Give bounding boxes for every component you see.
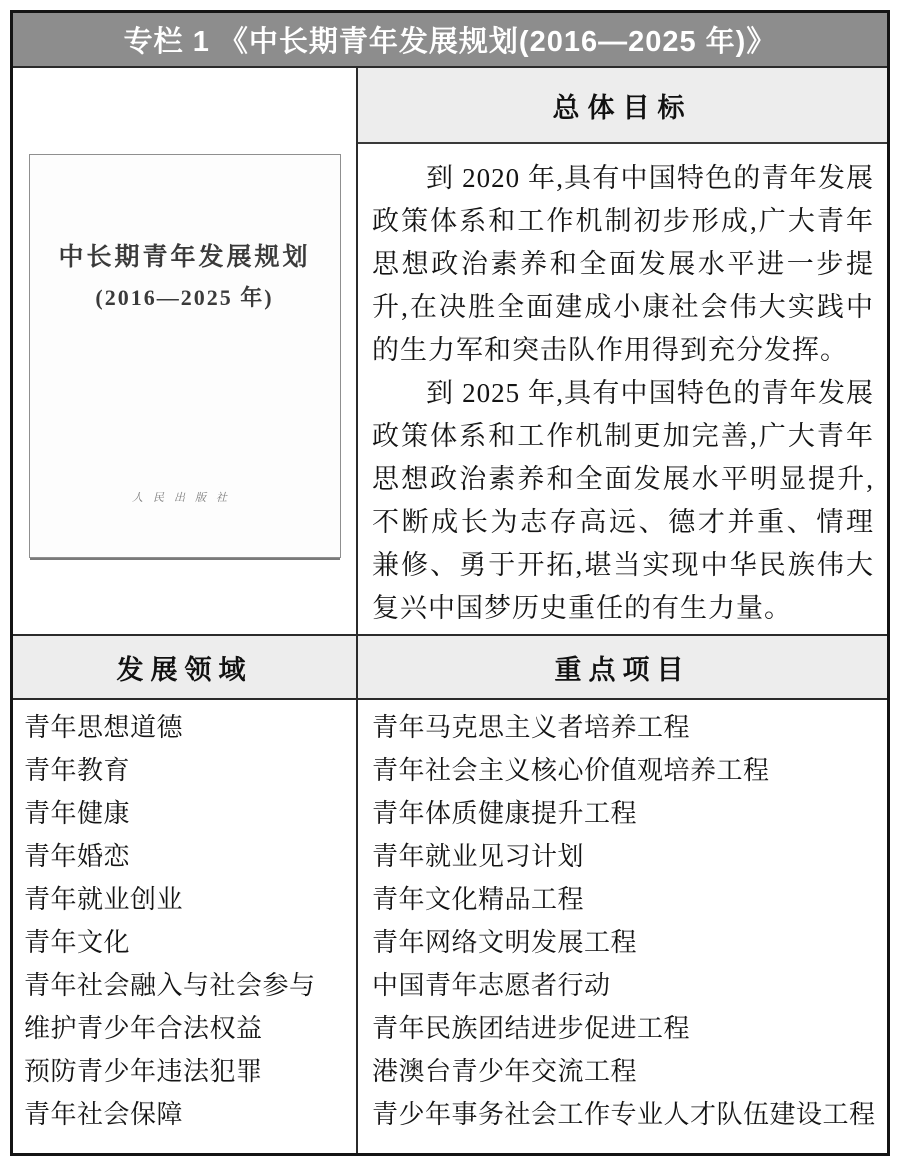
development-areas-header: 发展领域	[116, 654, 253, 685]
key-project-item: 青年民族团结进步促进工程	[372, 1014, 691, 1043]
overall-goals-body	[358, 144, 887, 630]
book-cover-title-line2: (2016—2025 年)	[95, 285, 274, 310]
top-section	[13, 68, 887, 636]
development-area-item: 青年思想道德	[24, 713, 184, 742]
key-project-item: 青年就业见习计划	[372, 842, 585, 871]
book-cover-image	[29, 154, 341, 558]
table-header-row	[13, 636, 887, 700]
development-area-item: 维护青少年合法权益	[24, 1014, 263, 1043]
development-area-item: 青年文化	[24, 928, 131, 957]
development-area-item: 青年健康	[24, 799, 131, 828]
key-project-item: 青年网络文明发展工程	[372, 928, 638, 957]
key-projects-list	[358, 700, 887, 1153]
key-project-item: 港澳台青少年交流工程	[372, 1057, 638, 1086]
key-project-item: 青年马克思主义者培养工程	[372, 713, 691, 742]
column-title-bar	[13, 13, 887, 68]
overall-goals-heading: 总体目标	[358, 68, 887, 144]
column-title: 专栏 1 《中长期青年发展规划(2016—2025 年)》	[123, 26, 777, 58]
development-area-item: 青年社会融入与社会参与	[24, 971, 316, 1000]
development-area-item: 青年婚恋	[24, 842, 131, 871]
development-area-item: 青年教育	[24, 756, 131, 785]
key-project-item: 青少年事务社会工作专业人才队伍建设工程	[372, 1100, 876, 1129]
key-projects-header: 重点项目	[554, 654, 691, 685]
book-cover-publisher: 人民出版社	[132, 492, 237, 504]
column-box-frame	[10, 10, 890, 1156]
goal-paragraph-2025: 到 2025 年,具有中国特色的青年发展政策体系和工作机制更加完善,广大青年思想政治素养和全面发展水平明显提升,不断成长为志存高远、德才并重、情理兼修、勇于开拓,堪当实现中华民族伟大复兴中国梦历史重任的有生力量。	[372, 378, 874, 623]
key-project-item: 青年文化精品工程	[372, 885, 585, 914]
key-project-item: 青年体质健康提升工程	[372, 799, 638, 828]
goal-paragraph-2020: 到 2020 年,具有中国特色的青年发展政策体系和工作机制初步形成,广大青年思想政治素养和全面发展水平进一步提升,在决胜全面建成小康社会伟大实践中的生力军和突击队作用得到充分发挥。	[372, 163, 874, 365]
book-cover-title-line1: 中长期青年发展规划	[58, 244, 311, 271]
development-area-item: 青年社会保障	[24, 1100, 184, 1129]
overall-goals-cell	[358, 68, 887, 634]
development-areas-header-cell	[13, 636, 358, 698]
book-cover-cell	[13, 68, 358, 634]
development-areas-list	[13, 700, 358, 1153]
key-project-item: 中国青年志愿者行动	[372, 971, 611, 1000]
key-projects-header-cell	[358, 636, 887, 698]
development-area-item: 预防青少年违法犯罪	[24, 1057, 263, 1086]
key-project-item: 青年社会主义核心价值观培养工程	[372, 756, 770, 785]
development-area-item: 青年就业创业	[24, 885, 184, 914]
table-body-row	[13, 700, 887, 1153]
